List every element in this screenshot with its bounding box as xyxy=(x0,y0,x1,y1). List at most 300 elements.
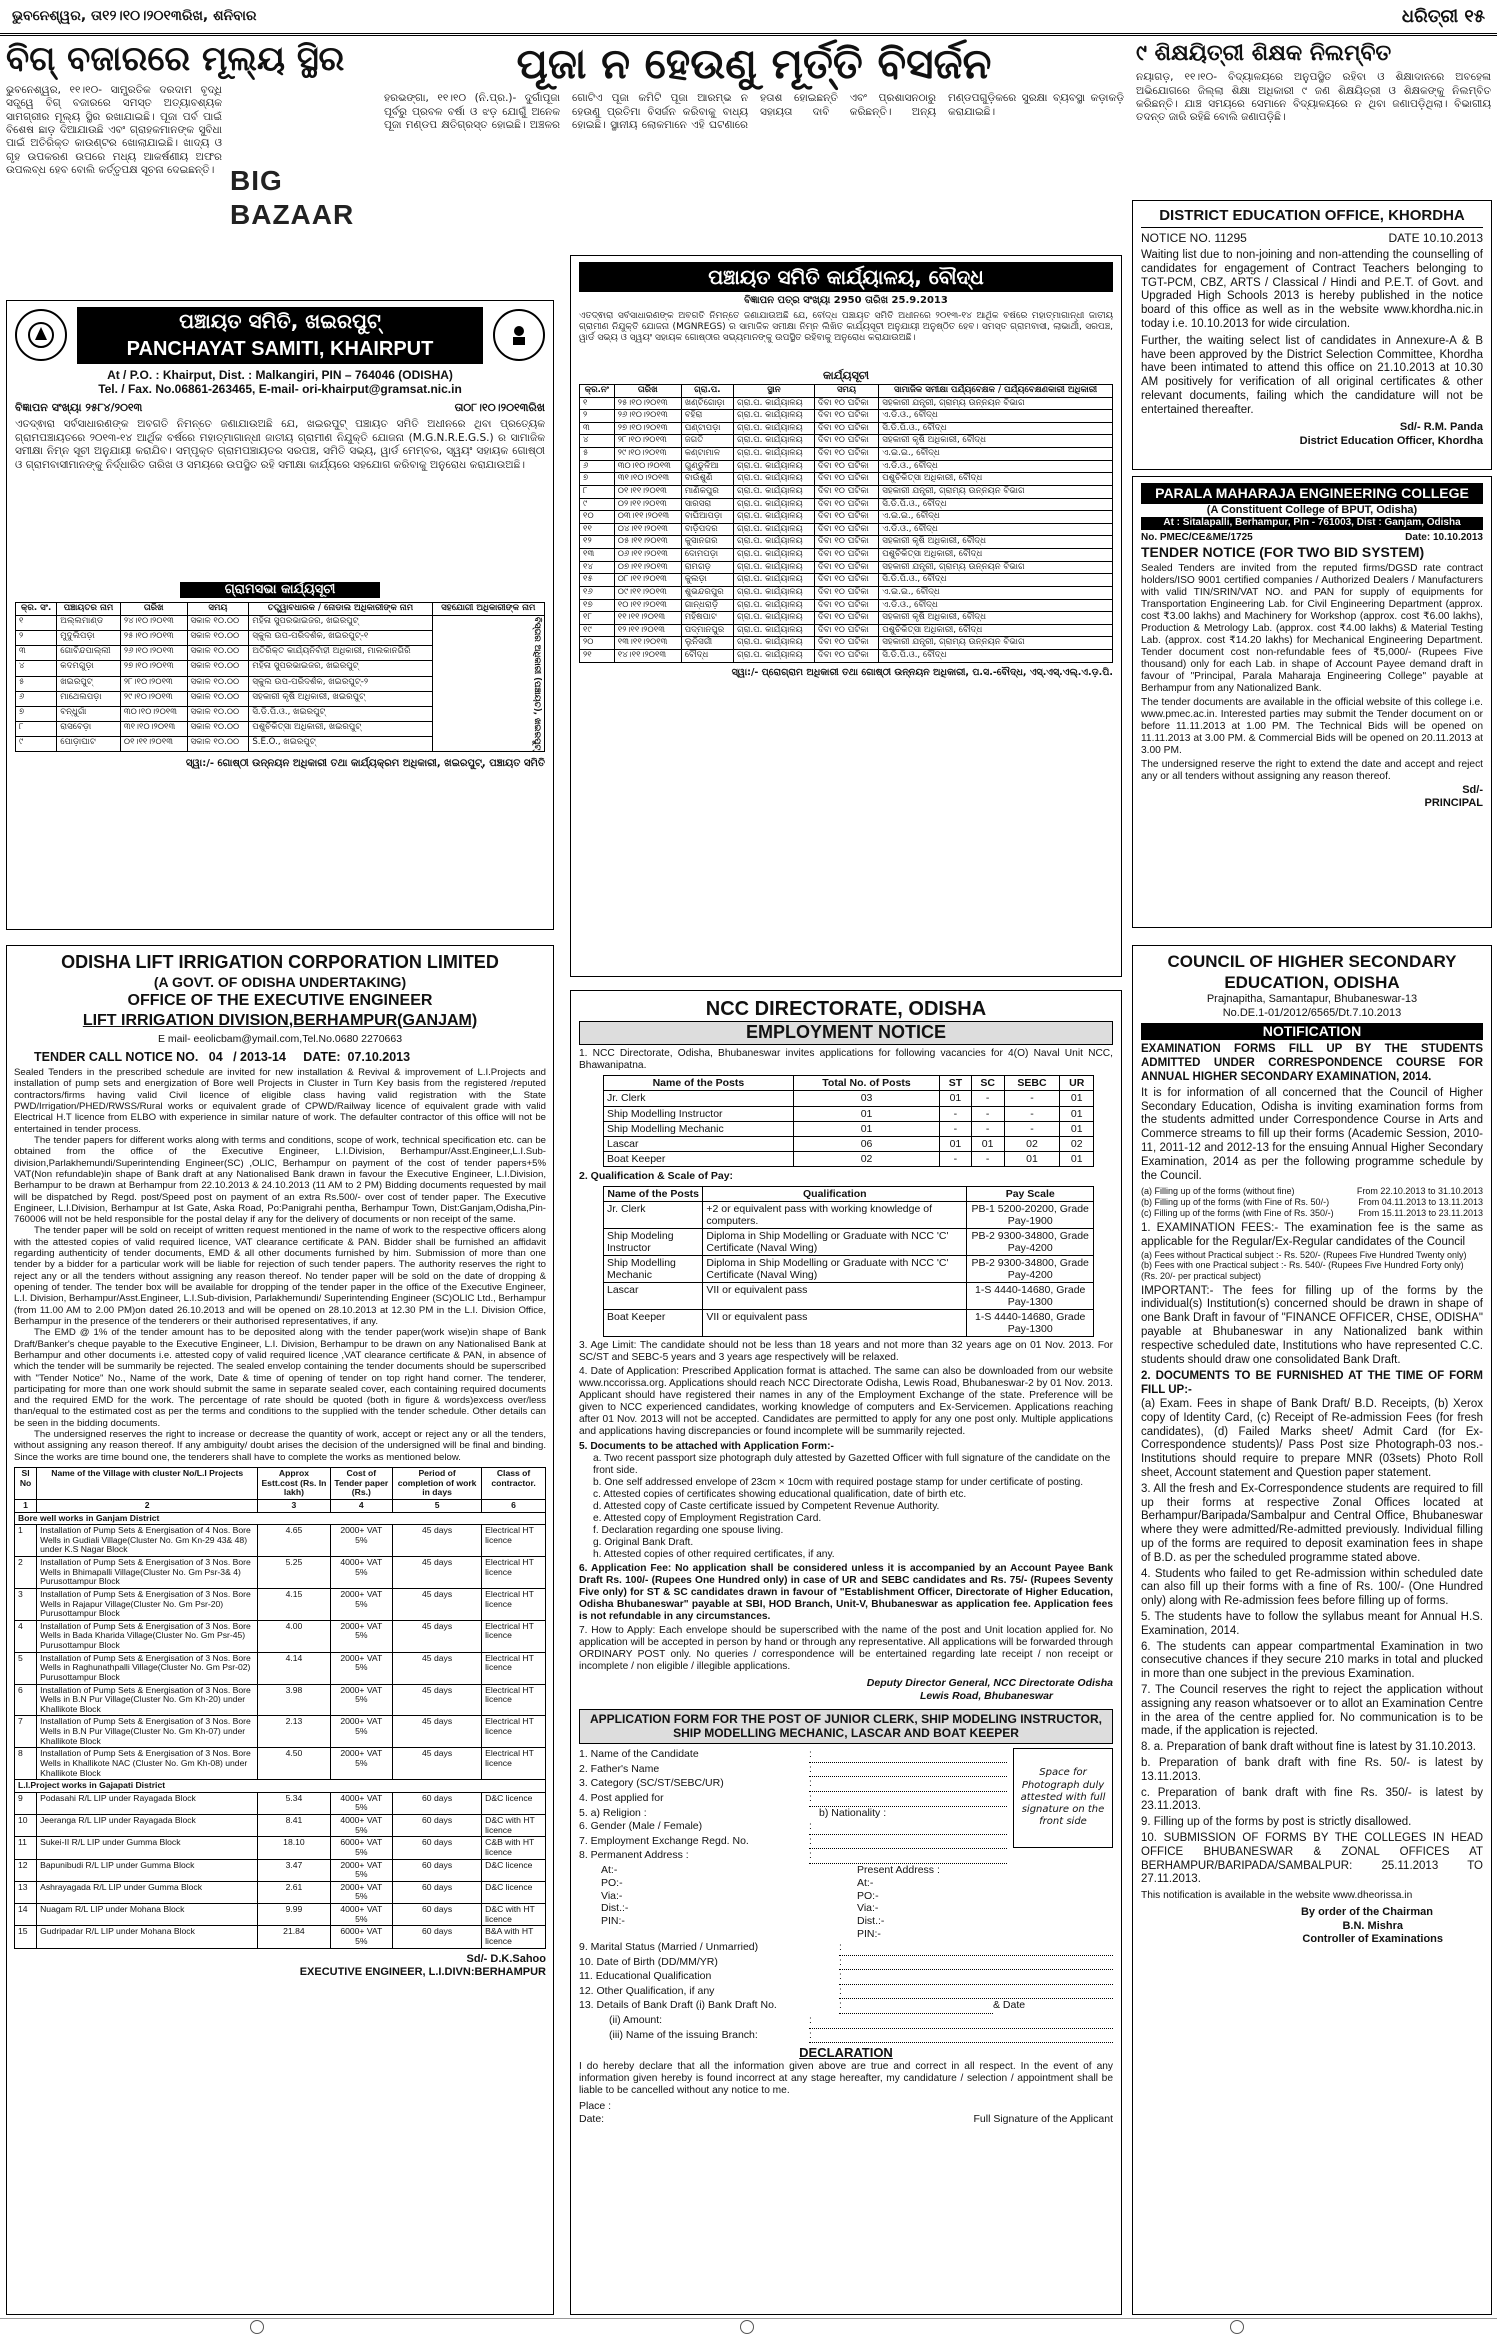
present-address-label: Present Address : xyxy=(857,1864,940,1877)
table-cell: ଏ.ଡି.ଓ., ବୌଦ୍ଧ xyxy=(879,410,1113,423)
table-cell: - xyxy=(940,1151,971,1166)
table-section-row xyxy=(15,1512,546,1525)
table-cell: ଦିବା ୧୦ ଘଟିକା xyxy=(814,637,878,650)
table-row xyxy=(580,460,1113,473)
table-cell: 01 xyxy=(971,1136,1004,1151)
permanent-address-fields xyxy=(579,1864,857,1941)
table-cell: ମହିଳା ସୁପରଭାଇଜର, ଖଇରପୁଟ୍ xyxy=(249,661,432,676)
table-cell: ଦିବା ୧୦ ଘଟିକା xyxy=(814,485,878,498)
table-cell: Electrical HT licence xyxy=(482,1748,546,1780)
table-cell: ସି.ଡି.ପି.ଓ., ଖଇରପୁଟ୍ xyxy=(249,706,432,721)
table-cell: 06 xyxy=(793,1136,939,1151)
table-cell: ଦୋମପଡ଼ା xyxy=(681,549,733,562)
table-cell: 2000+ VAT 5% xyxy=(330,1588,392,1620)
table-cell: ୧୧।୧୧।୨୦୧୩ xyxy=(614,612,681,625)
lift-works-table xyxy=(14,1467,546,1949)
table-cell: +2 or equivalent pass with working knowledge of computers. xyxy=(703,1201,967,1228)
table-cell: 2000+ VAT 5% xyxy=(330,1525,392,1557)
schedule-row xyxy=(1141,1208,1483,1219)
table-cell: ଜଗତି xyxy=(681,435,733,448)
ad-title: ପଞ୍ଚାୟତ ସମିତି, ଖଇରପୁଟ୍ xyxy=(77,307,483,335)
table-header-number: 5 xyxy=(393,1499,482,1512)
schedule-row xyxy=(1141,1186,1483,1197)
table-header-cell: SC xyxy=(971,1076,1004,1091)
table-cell: ୨ xyxy=(580,410,615,423)
table-cell: ୨୮।୧୦।୨୦୧୩ xyxy=(614,435,681,448)
table-header-cell: Name of the Posts xyxy=(604,1076,794,1091)
table-cell: ୭ xyxy=(580,473,615,486)
table-cell: Ship Modelling Instructor xyxy=(604,1106,794,1121)
form-row xyxy=(579,2029,1113,2044)
table-cell: ଗ୍ରା.ପ. କାର୍ଯ୍ୟାଳୟ xyxy=(734,612,815,625)
table-cell: 2000+ VAT 5% xyxy=(330,1859,392,1881)
table-row xyxy=(580,586,1113,599)
table-header-cell: UR xyxy=(1060,1076,1094,1091)
table-cell: 3.98 xyxy=(258,1684,330,1716)
table-cell: ପୋଡ଼ାଘାଟ xyxy=(57,737,121,752)
table-cell: 01 xyxy=(1060,1121,1094,1136)
table-cell: 7 xyxy=(15,1716,37,1748)
reference-date: Date: 10.10.2013 xyxy=(1405,531,1483,543)
table-cell: ୧୭ xyxy=(580,599,615,612)
form-field-colon: : xyxy=(809,2014,1113,2029)
table-cell: Jr. Clerk xyxy=(604,1201,703,1228)
documents-list: (a) Exam. Fees in shape of Bank Draft/ B.D. Receipts, (b) Xerox copy of Identity Card, (c) Receipt of Re-admission Fees (for fresh candidates), (d) Failed Marks sheet/ Admit Card (for Ex-Correspondence students)/ Pass Post size Photograph-03 nos.- Institutions should require to prepare MNR (03sets) Photo Roll sheet, Account statement and Question paper statement. xyxy=(1141,1398,1483,1480)
table-header-cell: Total No. of Posts xyxy=(793,1076,939,1091)
table-cell: 2.13 xyxy=(258,1716,330,1748)
table-cell: PB-2 9300-34800, Grade Pay-4200 xyxy=(967,1228,1094,1255)
table-cell: 2.61 xyxy=(258,1881,330,1903)
table-cell: Installation of Pump Sets & Energisation of 3 Nos. Bore Wells in B.N Pur Village(Cluster No. Gm Kh-07) under Khallikote Block xyxy=(37,1716,258,1748)
table-cell: ଦିବା ୧୦ ଘଟିକା xyxy=(814,523,878,536)
table-cell: 18.10 xyxy=(258,1837,330,1859)
table-cell: - xyxy=(940,1121,971,1136)
table-cell: 4000+ VAT 5% xyxy=(330,1815,392,1837)
table-cell: Bapunibudi R/L LIP under Gumma Block xyxy=(37,1859,258,1881)
ad-body-2: The tender documents are available in the official website of this college i.e. www.pmec.ac.in. Interested parties may submit the Tender document on or before 11.11.2013 at 1.00 PM. The Technical Bids will be opened on 11.11.2013 at 3.00 PM. & Commercial Bids will be opened on 20.11.2013 at 3.00 PM. xyxy=(1141,697,1483,757)
table-cell: Ship Modelling Mechanic xyxy=(604,1121,794,1136)
table-cell: ଦିବା ୧୦ ଘଟିକା xyxy=(814,549,878,562)
ad-address: Prajnapitha, Samantapur, Bhubaneswar-13 xyxy=(1206,993,1418,1006)
table-row xyxy=(15,1588,546,1620)
address-line: PIN:- xyxy=(601,1915,625,1928)
table-row xyxy=(580,410,1113,423)
table-cell: ୦୪।୧୧।୨୦୧୩ xyxy=(614,523,681,536)
table-cell: ସ୍କୁଲ ଉପ-ପରିଦର୍ଶକ, ଖଇରପୁଟ୍-୧ xyxy=(249,631,432,646)
table-cell: - xyxy=(1004,1121,1060,1136)
table-cell: ଗ୍ରା.ପ. କାର୍ଯ୍ୟାଳୟ xyxy=(734,511,815,524)
table-cell: D&C licence xyxy=(482,1881,546,1903)
table-cell: ୧୪ xyxy=(580,561,615,574)
table-cell: ବାଡ଼ିପଦର xyxy=(681,523,733,536)
table-header-cell: ତାରିଖ xyxy=(614,384,681,397)
news-teachers xyxy=(1136,42,1491,192)
table-cell: ଏ.ଡି.ଓ., ବୌଦ୍ଧ xyxy=(879,523,1113,536)
fill-up-schedule xyxy=(1141,1186,1483,1219)
ad-body: Waiting list due to non-joining and non-attending the counselling of candidates for engagement of Contract Teachers belonging to TGT-PCM, CBZ, ARTS / Classical / Hindi and P.E.T. of Govt. and Upgraded High Schools 2013 is hereby published in the notice board of this office as well as in the website www.khordha.nic.in today i.e. 10.10.2013 for wide circulation. xyxy=(1141,248,1483,330)
table-cell: ୦୯।୧୧।୨୦୧୩ xyxy=(614,586,681,599)
table-header-cell: ତାରିଖ xyxy=(120,603,187,616)
table-cell: ୮ xyxy=(16,722,57,737)
table-cell: 03 xyxy=(793,1091,939,1106)
table-cell: ସକାଳ ୧୦.୦୦ xyxy=(187,737,249,752)
signature: Sd/- D.K.Sahoo xyxy=(466,1952,546,1965)
table-cell: ଦିବା ୧୦ ଘଟିକା xyxy=(814,397,878,410)
table-cell: ୨୯।୧୦।୨୦୧୩ xyxy=(614,448,681,461)
table-cell: 4.00 xyxy=(258,1620,330,1652)
ad-body: Sealed Tenders in the prescribed schedule are invited for new installation & Revival & improvement of L.I.Projects and installation of pump sets and energization of Bore well Projects in Cluster in Turn Key basis from the registered /reputed contractors/firms having valid Civil licence of eligible class having valid registration with the State PWD/Irrigation/PHED/RWSS/Rural works or equivalent grade of CPWD/Railway licence of equivalent grade with valid Electrical H.T licence from ELBO with experience in similar nature of work. The defaulter contractor of this office will not be entertained in tender process. xyxy=(14,1067,546,1135)
table-cell: ୨୮।୧୦।୨୦୧୩ xyxy=(120,676,187,691)
form-field-label: (iii) Name of the issuing Branch: xyxy=(609,2028,758,2041)
date-field[interactable]: Date: xyxy=(579,2113,605,2126)
support-officer-cell: ବିସ୍ତାର ଅଧିକାରୀ (ପଞ୍ଚାୟତ), ଖଇରପୁଟ୍ xyxy=(432,615,544,751)
table-row xyxy=(604,1121,1094,1136)
table-cell: 1 xyxy=(15,1525,37,1557)
ad-lift-irrigation xyxy=(6,945,554,2315)
table-cell: ଗ୍ରା.ପ. କାର୍ଯ୍ୟାଳୟ xyxy=(734,498,815,511)
form-row xyxy=(579,1748,1007,1763)
table-cell: 6000+ VAT 5% xyxy=(330,1926,392,1948)
table-cell: - xyxy=(940,1106,971,1121)
table-cell: ୧ xyxy=(580,397,615,410)
form-field-label: 2. Father's Name xyxy=(579,1762,660,1775)
documents-list xyxy=(579,1453,1113,1561)
table-cell: ଗ୍ରା.ପ. କାର୍ଯ୍ୟାଳୟ xyxy=(734,637,815,650)
ad-title: NCC DIRECTORATE, ODISHA xyxy=(705,998,987,1020)
table-row xyxy=(15,1926,546,1948)
table-cell: ସି.ଡି.ପି.ଓ., ବୌଦ୍ଧ xyxy=(879,498,1113,511)
table-cell: Installation of Pump Sets & Energisation of 3 Nos. Bore Wells in Bhimapalli Village(Cluster No. Gm Psr-3& 4) Purusottampur Block xyxy=(37,1557,258,1589)
notification-point: 10. SUBMISSION OF FORMS BY THE COLLEGES IN HEAD OFFICE BHUBANESWAR & ZONAL OFFICES AT BERHAMPUR/BARIPADA/SAMBALPUR: 25.11.2013 TO 27.11.2013. xyxy=(1141,1831,1483,1886)
table-cell: 9.99 xyxy=(258,1904,330,1926)
table-section-label: Bore well works in Ganjam District xyxy=(15,1512,546,1525)
table-cell: Electrical HT licence xyxy=(482,1620,546,1652)
table-cell: 4000+ VAT 5% xyxy=(330,1557,392,1589)
table-cell: ଦିବା ୧୦ ଘଟିକା xyxy=(814,536,878,549)
table-cell: ସହକାରୀ ଯନ୍ତ୍ରୀ, ଗ୍ରାମ୍ୟ ଉନ୍ନୟନ ବିଭାଗ xyxy=(879,397,1113,410)
table-cell: Installation of Pump Sets & Energisation of 3 Nos. Bore Wells in Rajapur Village(Cluster No. Gm Psr-20) Purusottampur Block xyxy=(37,1588,258,1620)
table-row xyxy=(16,615,545,630)
table-cell: 02 xyxy=(1004,1136,1060,1151)
table-cell: ଦିବା ୧୦ ଘଟିକା xyxy=(814,586,878,599)
table-cell: ୫ xyxy=(580,448,615,461)
table-row xyxy=(604,1201,1094,1228)
table-cell: ୧୫ xyxy=(580,574,615,587)
table-cell: ୧ xyxy=(16,615,57,630)
table-cell: ଦିବା ୧୦ ଘଟିକା xyxy=(814,410,878,423)
table-cell: 01 xyxy=(1060,1106,1094,1121)
table-cell: 01 xyxy=(1060,1151,1094,1166)
table-row xyxy=(15,1620,546,1652)
form-field-colon: : xyxy=(839,1956,1113,1971)
table-cell: 6 xyxy=(15,1684,37,1716)
ad-address: At : Sitalapalli, Berhampur, Pin - 761003, Dist : Ganjam, Odisha xyxy=(1141,517,1483,529)
fee-with-practical: (b) Fees with one Practical subject :- Rs. 540/- (Rupees Five Hundred Forty only) xyxy=(1141,1260,1464,1271)
applicant-signature-label: Full Signature of the Applicant xyxy=(973,2113,1113,2126)
table-cell: ସହକାରୀ କୃଷି ଅଧିକାରୀ, ଖଇରପୁଟ୍ xyxy=(249,691,432,706)
table-cell: ବୌଦ୍ଧ xyxy=(681,650,733,663)
table-row xyxy=(15,1792,546,1814)
table-row xyxy=(580,473,1113,486)
table-header-cell: ସମୟ xyxy=(187,603,249,616)
table-row xyxy=(604,1310,1094,1337)
table-cell: ଗ୍ରା.ପ. କାର୍ଯ୍ୟାଳୟ xyxy=(734,549,815,562)
form-row xyxy=(579,1956,1113,1971)
table-cell: 4000+ VAT 5% xyxy=(330,1792,392,1814)
table-cell: ୩୦।୧୦।୨୦୧୩ xyxy=(614,460,681,473)
table-cell: ପଶୁଚିକିତ୍ସା ଅଧିକାରୀ, ବୌଦ୍ଧ xyxy=(879,624,1113,637)
table-cell: ୫ xyxy=(16,676,57,691)
form-field-colon: : xyxy=(839,1970,1113,1985)
table-row xyxy=(15,1557,546,1589)
notice-date: ତା୦୮।୧୦।୨୦୧୩ରିଖ xyxy=(454,401,545,415)
form-row xyxy=(579,1792,1007,1807)
table-row xyxy=(15,1815,546,1837)
ad-title: COUNCIL OF HIGHER SECONDARY EDUCATION, ODISHA xyxy=(1167,952,1457,992)
table-cell: 2000+ VAT 5% xyxy=(330,1748,392,1780)
form-field-label: 13. Details of Bank Draft (i) Bank Draft No. xyxy=(579,1999,777,2012)
table-cell: ଦିବା ୧୦ ଘଟିକା xyxy=(814,574,878,587)
table-cell: 01 xyxy=(793,1121,939,1136)
table-cell: PB-1 5200-20200, Grade Pay-1900 xyxy=(967,1201,1094,1228)
schedule-title: ଗ୍ରାମସଭା କାର୍ଯ୍ୟସୂଚୀ xyxy=(180,582,380,598)
table-cell: Gudripadar R/L LIP under Mohana Block xyxy=(37,1926,258,1948)
table-cell: ୦୭।୧୧।୨୦୧୩ xyxy=(614,561,681,574)
ad-khordha xyxy=(1132,200,1492,470)
table-cell: ଗୋବିନ୍ଦପାଲ୍ଲୀ xyxy=(57,646,121,661)
table-cell: ପଶୁଚିକିତ୍ସା ଅଧିକାରୀ, ବୌଦ୍ଧ xyxy=(879,549,1113,562)
boudh-schedule-table xyxy=(579,384,1113,663)
form-field-label: b) Nationality : xyxy=(819,1806,887,1819)
table-cell: ୩୧।୧୦।୨୦୧୩ xyxy=(614,473,681,486)
table-cell: 4.14 xyxy=(258,1652,330,1684)
ad-body-2: The tender papers for different works along with terms and conditions, scope of work, technical specification etc. can be obtained from the office of the Executive Engineer, L.I.Division, Berhampur/Asst.Engineer,L.I.Sub-division,Parlakhemundi/Superintending Engineer(SC) ,OLIC, Berhampur on payment of the cost of tender papers+5% VAT(Non refundable)in shape of Bank draft at any Nationalised Bank drawn in favour the Executive Engineer, L.I.Division, Berhampur to be drawn at Berhampur from 22.10.2013 & 24.10.2013 (11 AM to 2 PM) Bidding documents requested by mail will be dispatched by Regd. post/Speed post on payment of an extra Rs.500/- over cost of tender paper. The Executive Engineer, L.I.Division, Berhampur at Ist Gate, Aska Road, Po:Panigrahi pentha, Berhampur Town, Dist:Ganjam,Odisha,Pin-760006 will not be held responsible for the postal delay if any for the delivery of documents or non receipt of the same. xyxy=(14,1134,546,1226)
table-cell: Jeeranga R/L LIP under Rayagada Block xyxy=(37,1815,258,1837)
table-cell: Electrical HT licence xyxy=(482,1588,546,1620)
place-field[interactable]: Place : xyxy=(579,2100,612,2113)
address-line: PO:- xyxy=(601,1876,623,1889)
form-field-colon: : xyxy=(809,1792,1007,1807)
table-cell: 60 days xyxy=(393,1926,482,1948)
table-row xyxy=(604,1228,1094,1255)
ad-body-4: The EMD @ 1% of the tender amount has to be deposited along with the tender paper(work wise)in shape of Bank Draft/Banker's cheque payable to the Executive Engineer, L.I. Division, Berhampur to be drawn on any Nationalised Bank at Berhampur and other documents i.e. attested copy of valid required licence ,VAT clearance certificate & PAN, in absence of which the tender will be summarily be rejected. The sealed envelop containing the tender documents should be superscribed with "Tender Notice" No., Name of the work, Date & time of opening of tender on top right hand corner. The tenderer, participating for more than one work should submit the same in separate sealed cover, each containing required documents and the required EMD for the work. The percentage of rate should be quoted (both in figure & words)excess over/less than/equal to the estimated cost as per the terms and conditions to the supplied with the tender schedule. Other details can be seen in the bidding documents. xyxy=(14,1327,546,1429)
table-cell: ଗ୍ରା.ପ. କାର୍ଯ୍ୟାଳୟ xyxy=(734,523,815,536)
table-cell: Ship Modelling Mechanic xyxy=(604,1255,703,1282)
signature: Sd/- R.M. Panda xyxy=(1399,421,1483,434)
table-cell: 45 days xyxy=(393,1525,482,1557)
table-cell: ୨୬।୧୦।୨୦୧୩ xyxy=(614,410,681,423)
table-cell: 9 xyxy=(15,1792,37,1814)
form-field-colon: : xyxy=(839,1999,993,2014)
table-cell: ମହିଷପାଟ xyxy=(681,612,733,625)
table-cell: ୪ xyxy=(16,661,57,676)
table-cell: ଗ୍ରା.ପ. କାର୍ଯ୍ୟାଳୟ xyxy=(734,574,815,587)
table-cell: VII or equivalent pass xyxy=(703,1283,967,1310)
table-cell: ଦିବା ୧୦ ଘଟିକା xyxy=(814,599,878,612)
table-cell: ଏ.ଇ.ଇ., ବୌଦ୍ଧ xyxy=(879,448,1113,461)
table-header-cell: ସାମାଜିକ ସମୀକ୍ଷା ପର୍ଯ୍ୟବେକ୍ଷକ / ପର୍ଯ୍ୟବେକ୍ଷଣକାରୀ ଅଧିକାରୀ xyxy=(879,384,1113,397)
table-cell: ସକାଳ ୧୦.୦୦ xyxy=(187,631,249,646)
table-cell: Electrical HT licence xyxy=(482,1652,546,1684)
table-cell: B&A with HT licence xyxy=(482,1926,546,1948)
table-cell: 45 days xyxy=(393,1588,482,1620)
table-cell: ସକାଳ ୧୦.୦୦ xyxy=(187,615,249,630)
table-row xyxy=(15,1859,546,1881)
table-cell: ଦିବା ୧୦ ଘଟିକା xyxy=(814,498,878,511)
table-cell: ସହକାରୀ ଯନ୍ତ୍ରୀ, ଗ୍ରାମ୍ୟ ଉନ୍ନୟନ ବିଭାଗ xyxy=(879,485,1113,498)
address-line: PO:- xyxy=(857,1889,879,1902)
table-cell: ବନ୍ଧୁଗାଁ xyxy=(57,706,121,721)
present-address-fields xyxy=(857,1864,1113,1941)
table-header-cell: Name of the Posts xyxy=(604,1186,703,1201)
notification-point: 4. Students who failed to get Re-admission within scheduled date can also fill up their forms with a fine of Rs. 100/- (One Hundred only) along with Re-admission fees before filling up of forms. xyxy=(1141,1567,1483,1608)
date-of-application: 4. Date of Application: Prescribed Application format is attached. The same can also be downloaded from our website www.nccorissa.org. Applications should reach NCC Directorate Odisha, Lewis Road, Bhubaneswar-2 by 01 Nov. 2013. Applicant should have registered their names in any of the Employment Exchange of the state. Preference will be given to NCC experienced candidates, working knowledge of computers and Ex-Servicemen. Applications reaching after 01 Nov. 2013 will not be accepted. Candidates are permitted to apply for any one post only. Multiple applications and applications having discrepancies or found incomplete will be summarily rejected. xyxy=(579,1366,1113,1438)
table-row xyxy=(580,624,1113,637)
table-cell: ଏ.ଡି.ଓ., ବୌଦ୍ଧ xyxy=(879,460,1113,473)
table-cell: PB-2 9300-34800, Grade Pay-4200 xyxy=(967,1255,1094,1282)
table-cell: କୁଲଡ଼ା xyxy=(681,574,733,587)
table-row xyxy=(15,1652,546,1684)
table-row xyxy=(15,1716,546,1748)
table-cell: ସକାଳ ୧୦.୦୦ xyxy=(187,646,249,661)
application-fee: 6. Application Fee: No application shall be considered unless it is accompanied by an Account Payee Bank Draft Rs. 100/- (Rupees One Hundred only) in case of UR and SEBC candidates and Rs. 75/- (Rupees Seventy Five only) for ST & SC candidates drawn in favour of "Establishment Officer, Directorate of Higher Education, Odisha Bhubaneswar" payable at SBI, HOD Branch, Unit-V, Bhubaneswar as application fee. Application fees is not refundable in any circumstances. xyxy=(579,1562,1113,1622)
table-row xyxy=(580,448,1113,461)
table-cell: Installation of Pump Sets & Energisation of 3 Nos. Bore Wells in Khallikote NAC (Cluster No. Gm Kh-08) under Khallikote Block xyxy=(37,1748,258,1780)
qualification-title: 2. Qualification & Scale of Pay: xyxy=(579,1169,734,1182)
table-cell: ଗ୍ରା.ପ. କାର୍ଯ୍ୟାଳୟ xyxy=(734,650,815,663)
table-cell: Electrical HT licence xyxy=(482,1716,546,1748)
table-cell: Boat Keeper xyxy=(604,1310,703,1337)
table-cell: ୨୭।୧୦।୨୦୧୩ xyxy=(614,422,681,435)
table-cell: Sukei-II R/L LIP under Gumma Block xyxy=(37,1837,258,1859)
table-cell: Installation of Pump Sets & Energisation of 3 Nos. Bore Wells in Bada Kharida Village(Cluster No. Gm Psr-45) Purusottampur Block xyxy=(37,1620,258,1652)
table-header-cell: Name of the Village with cluster No/L.I Projects xyxy=(37,1468,258,1500)
form-field-label: 10. Date of Birth (DD/MM/YR) xyxy=(579,1955,718,1968)
ad-boudh xyxy=(570,255,1122,977)
form-field-colon: : xyxy=(839,1985,1113,2000)
ad-body-3: The tender paper will be sold on receipt of written request mentioned in the name of work to the respective officers along with the attested copies of valid required licence, VAT clearance certificate & PAN. Bidder shall be furnished an affidavit regarding authenticity of tender documents, EMD & all other documents furnished by him. Submission of more than one tender by a bidder for a particular work will be liable for rejection of such tender papers. The authority reserves the right to reject any or all the tenders without assigning any reason thereof. No tender paper will be sold on the date of dropping & opening of tender. The tender box will be available for dropping of the tender paper in the office of the Executive Engineer, L.I. Division, Berhampur/Asst.Engineer, L.I.Sub-division, Parlakhemundi/ Superintending Engineer (SC)OLIC Ltd., Berhampur (from 11.00 AM to 2.00 PM)on dated 26.10.2013 and will be opened on 28.10.2013 at 12.30 PM in the L.I. Division Office, Berhampur in the presence of the tenderers or their authorised representatives, if any. xyxy=(14,1225,546,1327)
signature-title: EXECUTIVE ENGINEER, L.I.DIVN:BERHAMPUR xyxy=(299,1965,546,1978)
notification-points xyxy=(1141,1483,1483,1887)
table-row xyxy=(604,1283,1094,1310)
table-cell: ସହକାରୀ କୃଷି ଅଧିକାରୀ, ବୌଦ୍ଧ xyxy=(879,536,1113,549)
headline-teachers: ୯ ଶିକ୍ଷୟିତ୍ରୀ ଶିକ୍ଷକ ନିଲମ୍ବିତ xyxy=(1136,41,1392,66)
table-cell: 12 xyxy=(15,1859,37,1881)
registration-mark-icon xyxy=(250,2320,264,2334)
fee-without-practical: (a) Fees without Practical subject :- Rs. 520/- (Rupees Five Hundred Twenty only) xyxy=(1141,1249,1467,1260)
table-cell: ଦିବା ୧୦ ଘଟିକା xyxy=(814,435,878,448)
form-field-label: 11. Educational Qualification xyxy=(579,1970,712,1983)
table-cell: ସି.ଡି.ପି.ଓ., ବୌଦ୍ଧ xyxy=(879,650,1113,663)
emblem-icon xyxy=(15,309,67,361)
table-cell: 02 xyxy=(1060,1136,1094,1151)
documents-title: 5. Documents to be attached with Application Form:- xyxy=(579,1440,834,1452)
ad-title: DISTRICT EDUCATION OFFICE, KHORDHA xyxy=(1141,207,1483,228)
table-cell: ଦିବା ୧୦ ଘଟିକା xyxy=(814,448,878,461)
table-cell: 2000+ VAT 5% xyxy=(330,1716,392,1748)
table-cell: ପଦ୍ମାନପୁର xyxy=(681,624,733,637)
table-cell: 45 days xyxy=(393,1748,482,1780)
address-line: Via:- xyxy=(857,1902,879,1915)
table-cell: Diploma in Ship Modelling or Graduate with NCC 'C' Certificate (Naval Wing) xyxy=(703,1228,967,1255)
ad-body: ଏତଦ୍ଵାରା ସର୍ବସାଧାରଣଙ୍କ ଅବଗତି ନିମନ୍ତେ ଜଣାଯାଉଅଛି ଯେ, ଖଇରପୁଟ୍ ପଞ୍ଚାୟତ ସମିତି ଅଧୀନରେ ଥିବା ପ୍ରତ୍ୟେକ ଗ୍ରାମପଞ୍ଚାୟତରେ ୨୦୧୩-୧୪ ଆର୍ଥିକ ବର୍ଷରେ ମହାତ୍ମାଗାନ୍ଧୀ ଜାତୀୟ ଗ୍ରାମୀଣ ନିଯୁକ୍ତି ଯୋଜନା (M.G.N.R.E.G.S.) ର ସାମାଜିକ ସମୀକ୍ଷା ନିମ୍ନ ସୂଚୀ ଅନୁଯାୟୀ କରାଯିବ। ସମ୍ପୃକ୍ତ ଗ୍ରାମପଞ୍ଚାୟତର ସରପଞ୍ଚ, ସମିତି ସଭ୍ୟ, ୱାର୍ଡ ମେମ୍ବର, ସ୍ୱୟଂ ସହାୟକ ଗୋଷ୍ଠୀ ଓ ଗ୍ରାମବାସୀମାନଙ୍କୁ ନିର୍ଦ୍ଧାରିତ ତାରିଖ ଓ ସମୟରେ ଉପସ୍ଥିତ ରହି ସମୀକ୍ଷା କାର୍ଯ୍ୟରେ ସହଯୋଗ କରିବାକୁ ଅନୁରୋଧ କରାଯାଉଅଛି। xyxy=(15,418,545,471)
table-cell: ୨୦ xyxy=(580,637,615,650)
table-cell: ୧୪।୧୧।୨୦୧୩ xyxy=(614,650,681,663)
table-row xyxy=(580,599,1113,612)
table-header-number: 3 xyxy=(258,1499,330,1512)
declaration-title: DECLARATION xyxy=(799,2045,893,2061)
signature-name: B.N. Mishra xyxy=(1342,1919,1403,1932)
schedule-dates: From 22.10.2013 to 31.10.2013 xyxy=(1356,1186,1483,1197)
table-cell: ବାଉଁଶୁଣି xyxy=(681,473,733,486)
application-form-fields-2 xyxy=(579,1941,1113,2043)
form-row xyxy=(579,1820,1007,1835)
table-row xyxy=(15,1904,546,1926)
address-line: At:- xyxy=(601,1864,618,1877)
table-row xyxy=(580,561,1113,574)
table-cell: 45 days xyxy=(393,1652,482,1684)
table-row xyxy=(580,650,1113,663)
table-cell: - xyxy=(1004,1091,1060,1106)
table-header-cell: ସ୍ଥାନ xyxy=(734,384,815,397)
signature: ସ୍ୱା:/- ପ୍ରୋଗ୍ରାମ ଅଧିକାରୀ ତଥା ଗୋଷ୍ଠୀ ଉନ୍ନୟନ ଅଧିକାରୀ, ପ.ସ.-ବୌଦ୍ଧ, ଏସ୍.ଏସ୍.ଏଲ୍.ଏ.ଡ଼.ପି. xyxy=(731,666,1113,678)
table-cell: ୧୨।୧୧।୨୦୧୩ xyxy=(614,624,681,637)
table-cell: ଗ୍ରା.ପ. କାର୍ଯ୍ୟାଳୟ xyxy=(734,536,815,549)
ad-body-3: The undersigned reserve the right to extend the date and accept and reject any or all tenders without assigning any reason thereof. xyxy=(1141,759,1483,783)
table-header-cell: ଗ୍ରା.ପ. xyxy=(681,384,733,397)
form-row xyxy=(579,1849,1007,1864)
schedule-dates: From 15.11.2013 to 23.11.2013 xyxy=(1358,1208,1483,1219)
table-cell: ୩ xyxy=(16,646,57,661)
table-header-cell: Sl No xyxy=(15,1468,37,1500)
document-item: g. Original Bank Draft. xyxy=(593,1536,694,1548)
table-header-cell: Period of completion of work in days xyxy=(393,1468,482,1500)
table-cell: ୦୬।୧୧।୨୦୧୩ xyxy=(614,549,681,562)
ad-parala xyxy=(1132,476,1492,928)
table-cell: ସକାଳ ୧୦.୦୦ xyxy=(187,706,249,721)
table-cell: ଗ୍ରା.ପ. କାର୍ଯ୍ୟାଳୟ xyxy=(734,473,815,486)
ad-title: PARALA MAHARAJA ENGINEERING COLLEGE xyxy=(1141,483,1483,504)
table-cell: 14 xyxy=(15,1904,37,1926)
table-cell: ବାଘିଆପଡ଼ା xyxy=(681,511,733,524)
notification-point: 7. The Council reserves the right to reject the application without assigning any reason whatsoever or to allot an Examination Centre in the area of the centre applied for. No communication is to be made, if the application is rejected. xyxy=(1141,1683,1483,1738)
form-row xyxy=(579,2014,1113,2029)
application-form-fields xyxy=(579,1748,1007,1864)
table-header-cell: ସହଯୋଗୀ ଅଧିକାରୀଙ୍କ ନାମ xyxy=(432,603,544,616)
schedule-row xyxy=(1141,1197,1483,1208)
table-cell: Podasahi R/L LIP under Rayagada Block xyxy=(37,1792,258,1814)
table-cell: 1-S 4440-14680, Grade Pay-1300 xyxy=(967,1283,1094,1310)
table-cell: Electrical HT licence xyxy=(482,1557,546,1589)
table-cell: 45 days xyxy=(393,1557,482,1589)
age-limit: 3. Age Limit: The candidate should not be less than 18 years and not more than 32 years age on 01 Nov. 2013. For SC/ST and SEBC-5 years and 3 years age respectively will be relaxed. xyxy=(579,1340,1113,1364)
schedule-title: କାର୍ଯ୍ୟସୂଚୀ xyxy=(823,368,869,382)
table-cell: Ship Modeling Instructor xyxy=(604,1228,703,1255)
ad-contact: E mail- eeolicbam@ymail.com,Tel.No.0680 2270663 xyxy=(157,1033,403,1046)
table-cell: ୨ xyxy=(16,631,57,646)
table-cell: 13 xyxy=(15,1881,37,1903)
ad-body: ଏତଦ୍ଵାରା ସର୍ବସାଧାରଣଙ୍କ ଅବଗତି ନିମନ୍ତେ ଜଣାଯାଉଅଛି ଯେ, ବୌଦ୍ଧ ପଞ୍ଚାୟତ ସମିତି ଅଧୀନରେ ୨୦୧୩-୧୪ ଆର୍ଥିକ ବର୍ଷରେ ମହାତ୍ମାଗାନ୍ଧୀ ଜାତୀୟ ଗ୍ରାମୀଣ ନିଯୁକ୍ତି ଯୋଜନା (MGNREGS) ର ସାମାଜିକ ସମୀକ୍ଷା ନିମ୍ନ ଲିଖିତ କାର୍ଯ୍ୟସୂଚୀ ଅନୁଯାୟୀ ଅନୁଷ୍ଠିତ ହେବ। ସମସ୍ତ ଗ୍ରାମବାସୀ, ଲାଭାର୍ଥୀ, ସରପଞ୍ଚ, ୱାର୍ଡ ସଭ୍ୟ ଓ ସ୍ୱୟଂ ସହାୟକ ଗୋଷ୍ଠୀର ସଭ୍ୟମାନଙ୍କୁ ଉପସ୍ଥିତ ରହିବାକୁ ଅନୁରୋଧ କରାଯାଉଅଛି। xyxy=(579,310,1113,343)
table-cell: ଦିବା ୧୦ ଘଟିକା xyxy=(814,422,878,435)
table-cell: 01 xyxy=(1004,1151,1060,1166)
ad-subtitle: (A GOVT. OF ODISHA UNDERTAKING) xyxy=(153,973,407,990)
schedule-label: (a) Filling up of the forms (without fine) xyxy=(1141,1186,1295,1197)
form-field-colon: : xyxy=(809,2029,1113,2044)
fee-practical-note: (Rs. 20/- per practical subject) xyxy=(1141,1271,1262,1282)
notification-point: 5. The students have to follow the syllabus meant for Annual H.S. Examination, 2014. xyxy=(1141,1610,1483,1637)
table-cell: ୮ xyxy=(580,485,615,498)
table-cell: ଗ୍ରା.ପ. କାର୍ଯ୍ୟାଳୟ xyxy=(734,397,815,410)
